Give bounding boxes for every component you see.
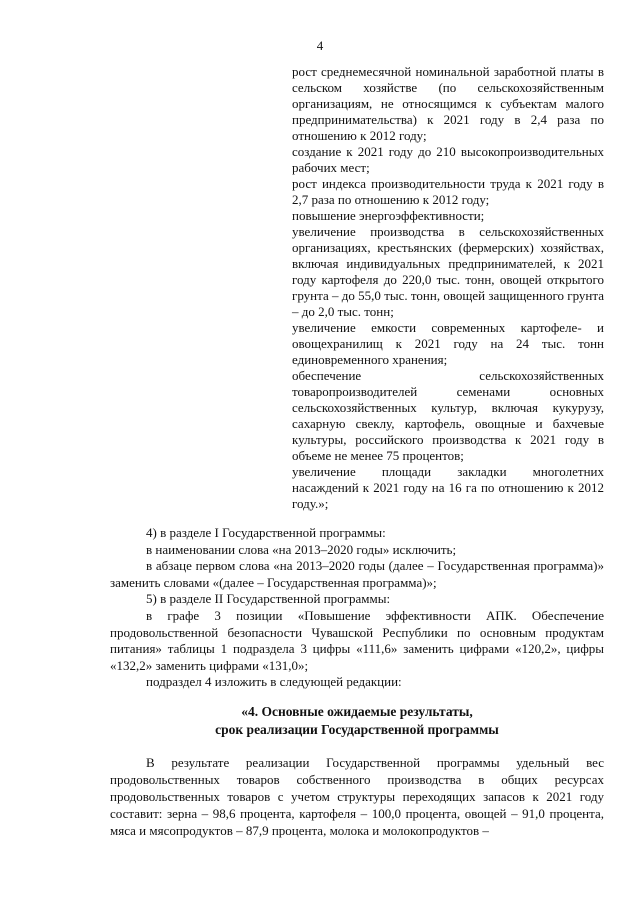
amendment-paragraph: подраздел 4 изложить в следующей редакции: — [146, 674, 402, 690]
list-item: рост индекса производительности труда к 2021 году в 2,7 раза по отношению к 2012 году; — [292, 176, 604, 207]
amendment-paragraph: в абзаце первом слова «на 2013–2020 годы (далее – Государственная программа)» заменить словами «(далее – Государственная программа)»; — [110, 558, 604, 590]
section-heading-line: срок реализации Государственной программы — [215, 722, 499, 737]
section-heading — [110, 703, 604, 739]
expected-results-list — [292, 64, 604, 512]
list-item: увеличение емкости современных картофеле- и овощехранилищ к 2021 году на 24 тыс. тонн единовременного хранения; — [292, 320, 604, 367]
amendments-block — [110, 525, 604, 691]
amendment-paragraph: в наименовании слова «на 2013–2020 годы» исключить; — [146, 541, 457, 557]
list-item: создание к 2021 году до 210 высокопроизводительных рабочих мест; — [292, 144, 604, 175]
body-text-block — [110, 754, 604, 839]
list-item: рост среднемесячной номинальной заработной платы в сельском хозяйстве (по сельскохозяйственным организациям, не относящимся к субъектам малого предпринимательства) к 2021 году в 2,4 раза по отношению к 2012 году; — [292, 64, 604, 143]
section-heading-line: «4. Основные ожидаемые результаты, — [241, 704, 473, 719]
page-number: 4 — [316, 38, 324, 53]
list-item: обеспечение сельскохозяйственных товаропроизводителей семенами основных сельскохозяйственных культур, включая кукурузу, сахарную свеклу, картофель, овощные и бахчевые культуры, российского производства к 2021 году в объеме не менее 75 процентов; — [292, 368, 604, 463]
body-paragraph: В результате реализации Государственной программы удельный вес продовольственных товаров собственного производства в общих ресурсах продовольственных товаров с учетом структуры переходящих запасов к 2021 году составит: зерна – 98,6 процента, картофеля – 100,0 процента, овощей – 91,0 процента, мяса и мясопродуктов – 87,9 процента, молока и молокопродуктов – — [110, 755, 604, 838]
amendment-paragraph: в графе 3 позиции «Повышение эффективности АПК. Обеспечение продовольственной безопасности Чувашской Республики по основным продуктам питания» таблицы 1 подраздела 3 цифры «111,6» заменить цифрами «120,2», цифры «132,2» заменить цифрами «131,0»; — [110, 607, 604, 673]
list-item: увеличение производства в сельскохозяйственных организациях, крестьянских (фермерских) хозяйствах, включая индивидуальных предпринимателей, к 2021 году картофеля до 220,0 тыс. тонн, овощей открытого грунта – до 55,0 тыс. тонн, овощей защищенного грунта – до 2,0 тыс. тонн; — [292, 224, 604, 319]
list-item: увеличение площади закладки многолетних насаждений к 2021 году на 16 га по отношению к 2012 году.»; — [292, 464, 604, 511]
amendment-paragraph: 4) в разделе I Государственной программы: — [146, 525, 386, 540]
amendment-paragraph: 5) в разделе II Государственной программы: — [146, 591, 391, 607]
list-item: повышение энергоэффективности; — [292, 208, 485, 223]
